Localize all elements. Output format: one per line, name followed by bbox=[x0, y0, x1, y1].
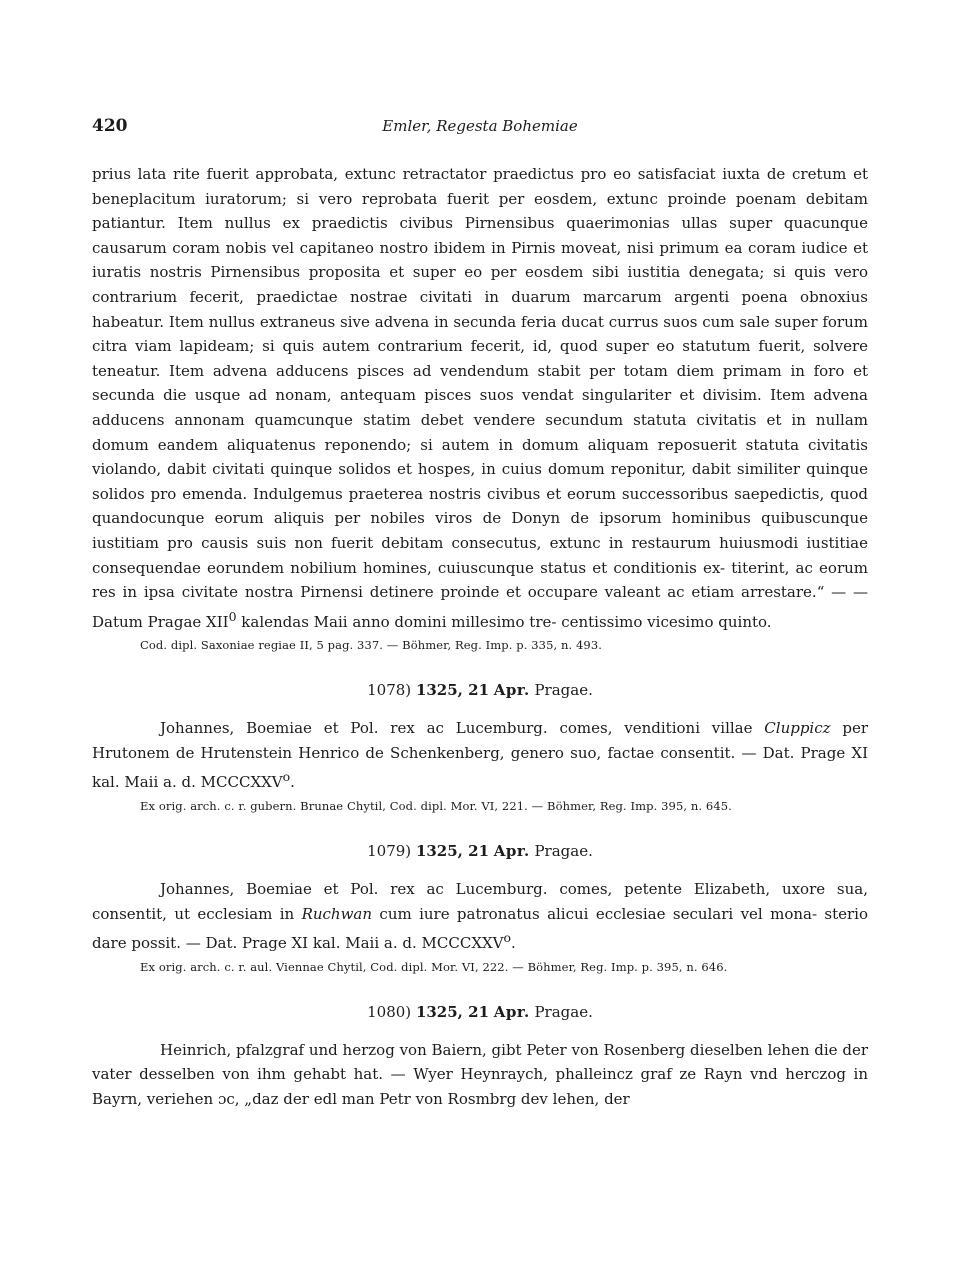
continuation-text-end: kalendas Maii anno domini millesimo tre- centissimo vicesimo quinto. bbox=[236, 612, 772, 631]
entry-text-superscript: o bbox=[282, 769, 291, 785]
entry-place: Pragae. bbox=[534, 681, 593, 700]
entry-text-italic: Ruchwan bbox=[301, 904, 373, 923]
entry-text-italic: Cluppicz bbox=[764, 719, 831, 738]
entry-text-1080 bbox=[92, 1038, 868, 1112]
entry-text-part: Johannes, Boemiae et Pol. rex ac Lucemburg. comes, petente Elizabeth, uxore sua, consentit, ut ecclesiam in bbox=[92, 880, 868, 923]
entry-date: 1325, 21 bbox=[415, 842, 490, 861]
entry-citation-1079: Ex orig. arch. c. r. aul. Viennae Chytil, Cod. dipl. Mor. VI, 222. — Böhmer, Reg. Imp. p. 395, n. 646. bbox=[140, 959, 728, 974]
entry-text-part: Johannes, Boemiae et Pol. rex ac Lucemburg. comes, venditioni villae bbox=[160, 719, 765, 738]
page-header bbox=[92, 116, 868, 142]
entry-month: Apr. bbox=[493, 681, 530, 700]
entry-text-1079 bbox=[92, 877, 868, 956]
entry-month: Apr. bbox=[493, 1002, 530, 1021]
continuation-citation: Cod. dipl. Saxoniae regiae II, 5 pag. 337. — Böhmer, Reg. Imp. p. 335, n. 493. bbox=[140, 638, 603, 653]
entry-heading-1079 bbox=[92, 839, 868, 863]
entry-number: 1078) bbox=[367, 681, 412, 700]
entry-text-part: per Hrutonem de Hrutenstein Henrico de Schenkenberg, genero suo, factae consentit. — Dat. Prage XI kal. Maii a. d. MCCCXXV bbox=[92, 719, 868, 792]
entry-citation-1078: Ex orig. arch. c. r. gubern. Brunae Chytil, Cod. dipl. Mor. VI, 221. — Böhmer, Reg. Imp. 395, n. 645. bbox=[140, 799, 732, 814]
entry-number: 1079) bbox=[367, 842, 412, 861]
entry-text-superscript: o bbox=[503, 930, 512, 946]
entry-heading-1080 bbox=[92, 1000, 868, 1024]
entry-text-part: . bbox=[511, 934, 516, 953]
entry-text-1078 bbox=[92, 716, 868, 795]
continuation-superscript: 0 bbox=[228, 608, 237, 624]
running-title: Emler, Regesta Bohemiae bbox=[382, 117, 578, 135]
document-page bbox=[92, 116, 868, 1112]
entry-place: Pragae. bbox=[534, 1002, 593, 1021]
page-number: 420 bbox=[92, 116, 128, 136]
continuation-paragraph bbox=[92, 162, 868, 634]
entry-text-part: . bbox=[290, 773, 295, 792]
entry-number: 1080) bbox=[367, 1002, 412, 1021]
entry-text-part: Heinrich, pfalzgraf und herzog von Baiern, gibt Peter von Rosenberg dieselben lehen die der vater desselben von ihm gehabt hat. — Wyer Heynraych, phalleincz graf ze Rayn vnd herczog in Bayrn, veriehen ɔc, „daz der edl man Petr von Rosmbrg dev lehen, der bbox=[92, 1040, 868, 1109]
entry-heading-1078 bbox=[92, 678, 868, 702]
entry-date: 1325, 21 bbox=[415, 1002, 490, 1021]
entry-month: Apr. bbox=[493, 842, 530, 861]
entry-text-part: cum iure patronatus alicui ecclesiae seculari vel mona- sterio dare possit. — Dat. Prage XI kal. Maii a. d. MCCCXXV bbox=[92, 904, 868, 953]
continuation-text: prius lata rite fuerit approbata, extunc retractator praedictus pro eo satisfaciat iuxta de cretum et beneplacitum iuratorum; si vero reprobata fuerit per eosdem, extunc proinde poenam debitam patiantur. Item nullus ex praedictis civibus Pirnensibus quaerimonias ullas super quacunque causarum coram nobis vel capitaneo nostro ibidem in Pirnis moveat, nisi primum ea coram iudice et iuratis nostris Pirnensibus proposita et super eo per eosdem sibi iustitia denegata; si quis vero contrarium fecerit, praedictae nostrae civitati in duarum marcarum argenti poena obnoxius habeatur. Item nullus extraneus sive advena in secunda feria ducat currus suos cum sale super forum citra viam lapideam; si quis autem contrarium fecerit, id, quod super eo statutum fuerit, solvere teneatur. Item advena adducens pisces ad vendendum stabit per totam diem primam in foro et secunda die usque ad nonam, antequam pisces suos vendat singulariter et divisim. Item advena adducens annonam quamcunque statim debet vendere secundum statuta civitatis et in nullam domum eandem aliquatenus reponendo; si autem in domum aliquam reposuerit statuta civitatis violando, dabit civitati quinque solidos et hospes, in cuius domum reponitur, dabit similiter quinque solidos pro emenda. Indulgemus praeterea nostris civibus et eorum successoribus saepedictis, quod quandocunque eorum aliquis per nobiles viros de Donyn de ipsorum hominibus quibuscunque iustitiam pro causis suis non fuerit debitam consecutus, extunc in restaurum huiusmodi iustitiae consequendae eorundem nobilium homines, cuiuscunque status et conditionis ex- titerint, ac eorum res in ipsa civitate nostra Pirnensi detinere proinde et occupare valeant ac etiam arrestare.“ — — Datum Pragae XII bbox=[92, 165, 868, 631]
entry-date: 1325, 21 bbox=[415, 681, 490, 700]
entry-place: Pragae. bbox=[534, 842, 593, 861]
